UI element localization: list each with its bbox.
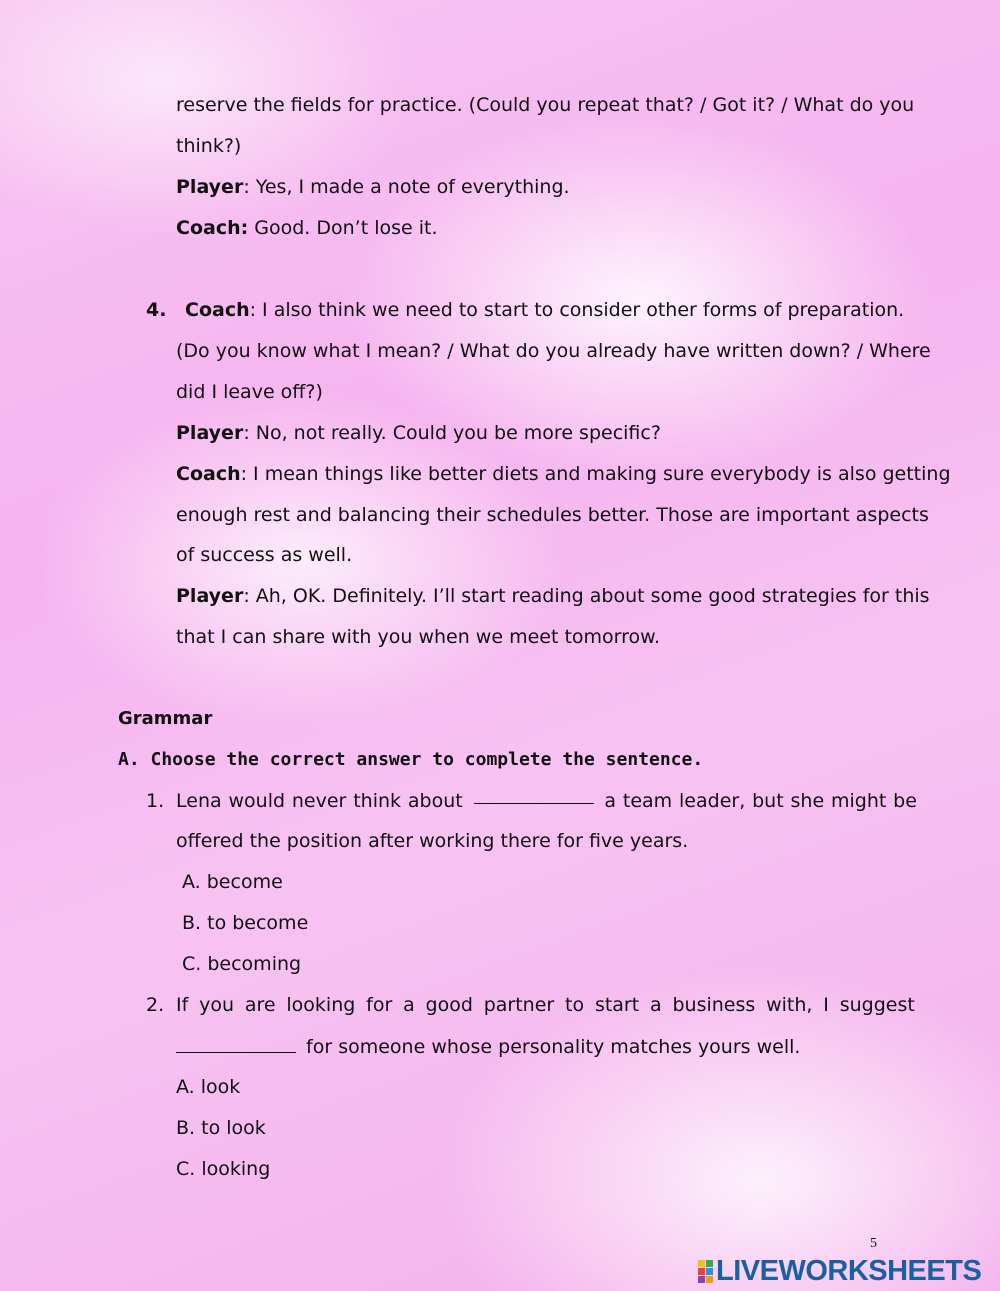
option-text: to look (201, 1117, 266, 1139)
q1-option-a (182, 870, 283, 894)
option-text: look (200, 1076, 241, 1098)
q1-word: might (830, 790, 887, 812)
dialogue3-line1: reserve the fields for practice. (Could you repeat that? / Got it? / What do you (176, 94, 915, 116)
q1-word: never (291, 790, 347, 812)
q1-option-c (182, 952, 301, 976)
q2-word: I (823, 994, 829, 1016)
option-text: becoming (207, 953, 302, 975)
dialogue4-player2-line2: that I can share with you when we meet tomorrow. (176, 626, 660, 648)
q1-line1 (176, 789, 917, 813)
q2-word: a (403, 994, 415, 1016)
q2-line1 (176, 993, 915, 1017)
q1-word: team (622, 790, 673, 812)
q1-line2: offered the position after working there for five years. (176, 830, 689, 852)
q1-word: would (228, 790, 286, 812)
q1-word: a (604, 790, 617, 812)
q2-option-a (176, 1075, 240, 1099)
page-number: 5 (870, 1236, 877, 1251)
q1-option-b (182, 911, 308, 935)
dialogue4-coach2-line1 (176, 462, 951, 486)
q2-word: If (176, 994, 189, 1016)
speaker-label: Player (176, 422, 244, 444)
grammar-heading: Grammar (118, 708, 213, 729)
option-letter: B. (182, 912, 202, 934)
dialogue4-coach-line2: (Do you know what I mean? / What do you already have written down? / Where (176, 340, 931, 362)
q2-word: suggest (839, 994, 915, 1016)
q2-word: partner (483, 994, 555, 1016)
q2-word: to (565, 994, 585, 1016)
dialogue4-player2-line1 (176, 584, 930, 608)
speaker-text: Good. Don’t lose it. (248, 217, 438, 239)
q2-word: good (425, 994, 473, 1016)
option-letter: C. (176, 1158, 196, 1180)
dialogue3-line2: think?) (176, 135, 242, 157)
dialogue3-coach-line (176, 216, 438, 240)
speaker-label: Coach: (176, 217, 249, 239)
q2-word: a (650, 994, 662, 1016)
q1-word: Lena (176, 790, 222, 812)
q2-line2 (176, 1035, 800, 1059)
q1-answer-blank[interactable] (474, 789, 594, 804)
option-text: become (206, 871, 283, 893)
q2-word: looking (286, 994, 356, 1016)
q2-word: are (244, 994, 276, 1016)
q2-word: you (199, 994, 235, 1016)
dialogue4-coach-line3: did I leave off?) (176, 381, 323, 403)
liveworksheets-logo[interactable] (698, 1255, 981, 1287)
grammar-instruction: A. Choose the correct answer to complete the sentence. (118, 749, 704, 770)
q1-word: be (893, 790, 917, 812)
q2-option-c (176, 1157, 270, 1181)
speaker-label: Coach (185, 299, 250, 321)
q2-word: start (594, 994, 640, 1016)
dialogue4-player-line1 (176, 421, 661, 445)
option-letter: A. (182, 871, 201, 893)
q1-word: think (353, 790, 402, 812)
q2-word: business (672, 994, 756, 1016)
option-text: looking (201, 1158, 271, 1180)
q2-option-b (176, 1116, 266, 1140)
dialogue4-coach2-line3: of success as well. (176, 544, 353, 566)
logo-text: LIVEWORKSHEETS (716, 1254, 982, 1287)
speaker-text: : I mean things like better diets and making sure everybody is also getting (240, 463, 951, 485)
option-letter: B. (176, 1117, 196, 1139)
logo-blocks-icon (698, 1260, 713, 1283)
dialogue4-coach-line1 (185, 298, 904, 322)
q1-word: she (790, 790, 825, 812)
q1-number: 1. (146, 790, 165, 812)
q2-line2-text: for someone whose personality matches yours well. (306, 1036, 801, 1058)
speaker-text: : Ah, OK. Definitely. I’ll start reading about some good strategies for this (243, 585, 930, 607)
dialogue3-player-line (176, 175, 570, 199)
q1-word: about (407, 790, 463, 812)
q2-word: with, (766, 994, 813, 1016)
q1-word: leader, (679, 790, 746, 812)
speaker-label: Coach (176, 463, 241, 485)
speaker-label: Player (176, 176, 244, 198)
q2-number: 2. (146, 994, 165, 1016)
option-letter: C. (182, 953, 202, 975)
speaker-label: Player (176, 585, 244, 607)
q2-answer-blank[interactable] (176, 1038, 296, 1053)
speaker-text: : Yes, I made a note of everything. (243, 176, 570, 198)
q1-word: but (752, 790, 784, 812)
speaker-text: : No, not really. Could you be more specific? (243, 422, 661, 444)
speaker-text: : I also think we need to start to consider other forms of preparation. (249, 299, 905, 321)
dialogue4-number: 4. (146, 299, 167, 321)
dialogue4-coach2-line2: enough rest and balancing their schedules better. Those are important aspects (176, 504, 929, 526)
option-letter: A. (176, 1076, 195, 1098)
option-text: to become (207, 912, 309, 934)
q2-word: for (366, 994, 393, 1016)
